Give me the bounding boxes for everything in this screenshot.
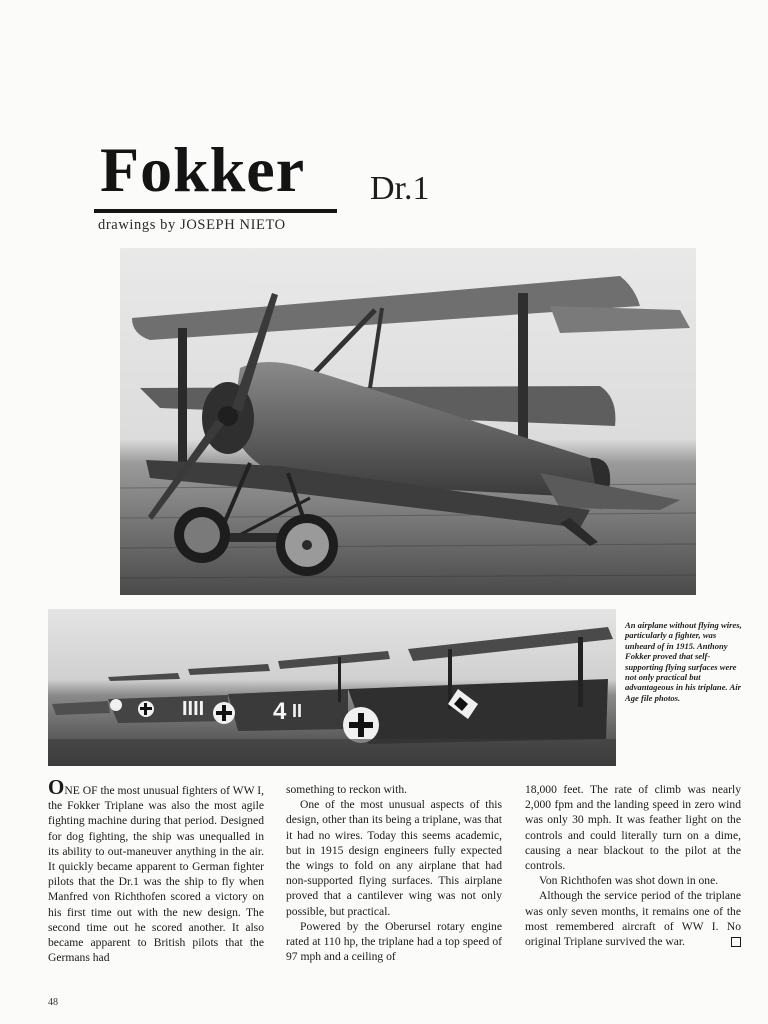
paragraph-5-text: Although the service period of the triplane was only seven months, it remains one of the most remembered aircraft of WW I. No original Triplane survived the war.: [525, 889, 741, 949]
paragraph-5: [525, 888, 741, 949]
paragraph-1: [48, 775, 264, 965]
article-column-3: [525, 782, 741, 949]
lineup-marking-c: II: [292, 701, 303, 721]
article-title: Fokker: [100, 134, 306, 205]
paragraph-3-part-1: Powered by the Oberursel rotary engine rated at 110 hp, the triplane had a top speed of 97 mph and a ceiling of: [286, 919, 502, 964]
byline: drawings by JOSEPH NIETO: [98, 217, 286, 233]
paragraph-1-continued: something to reckon with.: [286, 783, 408, 796]
page-number: 48: [48, 997, 58, 1008]
drop-cap: O: [48, 775, 65, 799]
article-column-1: [48, 775, 264, 965]
lineup-marking-a: IIII: [182, 698, 205, 720]
aircraft-model: Dr.1: [370, 170, 430, 207]
title-underline: [94, 209, 337, 213]
triplane-photo: [120, 248, 696, 595]
photo-caption: An airplane without flying wires, particularly a fighter, was unheard of in 1915. Anthony Fokker proved that self-supporting flying surfaces were not only practical but advantageous in his triplane. Air Age file photos.: [625, 620, 742, 703]
paragraph-4: Von Richthofen was shot down in one.: [539, 874, 719, 888]
end-of-article-mark: [731, 937, 741, 947]
paragraph-1-text: the most unusual fighters of WW I, the Fokker Triplane was also the most agile fighting machine during that period. Designed for dog fighting, the ship was unequalled in its ability to out-maneuver anything in the air. It quickly became apparent to German fighter pilots that the Dr.1 was the ship to fly when Manfred von Richthofen scored a victory on his first time out with the new design. The second time out he scored another. It also became apparent to British pilots that the Germans had: [48, 784, 264, 965]
paragraph-2: One of the most unusual aspects of this design, other than its being a triplane, was that it had no wires. Today this seems academic, but in 1915 design engineers fully expected the wings to fold on any airplane that had non-supported flying surfaces. This airplane proved that a cantilever wing was not only possible, but practical.: [286, 798, 502, 918]
article-column-2: [286, 782, 502, 964]
lineup-marking-b: 4: [273, 698, 287, 725]
triplane-lineup-photo: [48, 609, 616, 766]
paragraph-3-part-2: 18,000 feet. The rate of climb was nearly 2,000 fpm and the landing speed in zero wind was only 30 mph. It was feather light on the controls and could literally turn on a dime, causing a near blackout to the pilot at the controls.: [525, 783, 741, 873]
lead-caps: NE OF: [64, 784, 98, 797]
